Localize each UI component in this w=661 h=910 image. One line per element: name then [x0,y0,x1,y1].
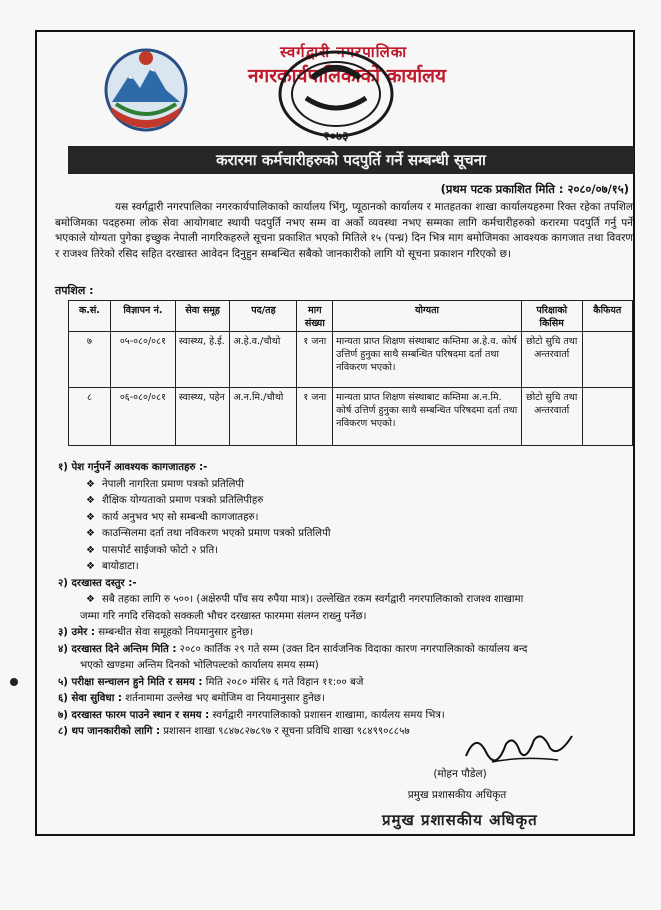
cell-adv: ०६-०८०/०८१ [110,388,175,446]
requirements-section [58,460,633,741]
exam-text: मिति २०८० मंसिर ६ गते विहान ११:०० बजे [202,676,364,688]
notice-title: करारमा कर्मचारीहरुको पदपुर्ति गर्ने सम्बन्धी सूचना [216,151,486,169]
cell-count: १ जना [297,332,333,388]
details-label: तपशिल : [55,284,94,297]
form-label: ७) दरखास्त फारम पाउने स्थान र समय : [58,709,210,721]
cell-qualification: मान्यता प्राप्त शिक्षण संस्थाबाट कम्तिमा अ.हे.व. कोर्ष उत्तिर्ण हुनुका साथै सम्बन्धित परिषदमा दर्ता तथा नविकरण भएको। [333,332,522,388]
deadline-label: ४) दरखास्त दिने अन्तिम मिति : [58,643,177,655]
cell-count: १ जना [297,388,333,446]
col-header-qualification: योग्यता [333,301,522,332]
cell-service: स्वास्थ्य, पहेन [175,388,230,446]
fee-title: २) दरखास्त दस्तुर :- [58,577,137,589]
contact-text: प्रशासन शाखा ९८४७८२७८९७ र सूचना प्रविधि शाखा ९८४९९०८८५७ [160,726,410,737]
deadline-text: २०८० कार्तिक २९ गते सम्म (उक्त दिन सार्वजनिक विदाका कारण नगरपालिकाको कार्यालय बन्द [176,643,528,655]
notice-title-banner [68,146,634,174]
docs-list [58,477,633,576]
col-header-service: सेवा समूह [175,301,230,332]
facility-label: ६) सेवा सुविधा : [58,693,122,704]
table-row [69,388,633,446]
scan-mark [10,678,18,686]
list-item: ❖ नेपाली नागरिता प्रमाण पत्रको प्रतिलिपी [86,477,633,494]
col-header-sn: क.सं. [69,301,111,332]
list-item: ❖ शैक्षिक योग्यताको प्रमाण पत्रको प्रतिलिपीहरु [86,493,633,510]
facility-text: शर्तनामामा उल्लेख भए बमोजिम वा नियमानुसार हुनेछ। [121,693,325,704]
vacancy-table [68,300,633,446]
office-name: नगरकार्यपालिकाको कार्यालय [248,65,447,87]
fee-text-continued: जम्मा गरि नगदि रसिदको सक्कली भौचर दरखास्त फारममा संलग्न राख्नु पर्नेछ। [80,610,367,622]
signature-icon [462,722,582,770]
col-header-exam: परिक्षाको किसिम [521,301,582,332]
cell-post: अ.न.मि./चौथो [230,388,297,446]
deadline-line [58,642,633,659]
intro-paragraph: यस स्वर्गद्वारी नगरपालिका नगरकार्यपालिकाको कार्यालय भिंगु, प्यूठानको कार्यालय र मातहतका शाखा कार्यालयहरुमा रिक्त रहेका तपशिल बमोजिमका पदहरुमा लोक सेवा आयोगबाट स्थायी पदपुर्ति नभए सम्म वा अर्को व्यवस्था नभए सम्मका लागि कर्मचारीहरुको करारमा पदपुर्ति गर्नु पर्ने भएकाले योग्यता पुगेका इच्छुक नेपाली नागरिकहरुले सूचना प्रकाशित भएको मितिले १५ (पन्ध्र) दिन भित्र माग बमोजिमका आवश्यक कागजात तथा विवरण र राजश्व तिरेको रसिद सहित दरखास्त आवेदन दिनुहुन सम्बन्धित सबैको जानकारीको लागि यो सूचना प्रकाशन गरिएको छ। [55,201,633,260]
age-text: सम्बन्धीत सेवा समूहको नियमानुसार हुनेछ। [94,627,254,638]
cell-sn: ७ [69,332,111,388]
col-header-adv: विज्ञापन नं. [110,301,175,332]
list-item: ❖ कार्य अनुभव भए सो सम्बन्धी कागजातहरु। [86,510,633,527]
list-item: ❖ काउन्सिलमा दर्ता तथा नविकरण भएको प्रमाण पत्रको प्रतिलिपी [86,526,633,543]
nepal-emblem-icon [100,44,192,136]
list-item: ❖ पासपोर्ट साईजको फोटो २ प्रति। [86,543,633,560]
facility-line [58,691,633,708]
age-label: ३) उमेर : [58,627,95,638]
cell-qualification: मान्यता प्राप्त शिक्षण संस्थाबाट कम्तिमा अ.न.मि. कोर्ष उत्तिर्ण हुनुका साथै सम्बन्धित परिषदमा दर्ता तथा नविकरण भएको। [333,388,522,446]
cell-remarks [582,332,632,388]
designation-stamp: प्रमुख प्रशासकीय अधिकृत [382,811,538,829]
office-seal-icon [272,48,400,144]
cell-sn: ८ [69,388,111,446]
docs-title: १) पेश गर्नुपर्ने आवश्यक कागजातहरु :- [58,462,208,473]
exam-line [58,675,633,692]
table-header-row [69,301,633,332]
cell-remarks [582,388,632,446]
col-header-count: माग संख्या [297,301,333,332]
age-line [58,625,633,642]
cell-adv: ०५-०८०/०८१ [110,332,175,388]
signatory-title: प्रमुख प्रशासकीय अधिकृत [407,789,507,801]
form-text: स्वर्गद्वारी नगरपालिकाको प्रशासन शाखामा, कार्यलय समय भित्र। [209,709,445,721]
list-item: ❖ सबै तहका लागि रु ५००। (अक्षेरुपी पाँच सय रुपैया मात्र)। उल्लेखित रकम स्वर्गद्वारी नगरपालिकाको राजश्व शाखामा [86,592,633,609]
signatory-name: (मोहन पौडेल) [433,768,487,780]
exam-label: ५) परीक्षा सन्चालन हुने मिति र समय : [58,676,203,688]
col-header-remarks: कैफियत [582,301,632,332]
list-item: ❖ बायोडाटा। [86,559,633,576]
col-header-post: पद/तह [230,301,297,332]
municipality-name: स्वर्गद्वारी नगरपालिका [280,43,408,61]
fee-list [58,592,633,609]
cell-service: स्वास्थ्य, हे.ई. [175,332,230,388]
cell-post: अ.हे.व./चौथो [230,332,297,388]
contact-label: ८) थप जानकारीको लागि : [58,726,161,737]
publish-date: (प्रथम पटक प्रकाशित मिति : २०८०/०७/१५) [440,182,629,196]
deadline-text-continued: भएको खण्डमा अन्तिम दिनको भोलिपल्टको कार्यालय समय सम्म) [80,660,319,671]
table-row [69,332,633,388]
cell-exam: छोटो सुचि तथा अन्तरवार्ता [521,332,582,388]
seal-year: २०७३ [323,129,349,143]
cell-exam: छोटो सुचि तथा अन्तरवार्ता [521,388,582,446]
